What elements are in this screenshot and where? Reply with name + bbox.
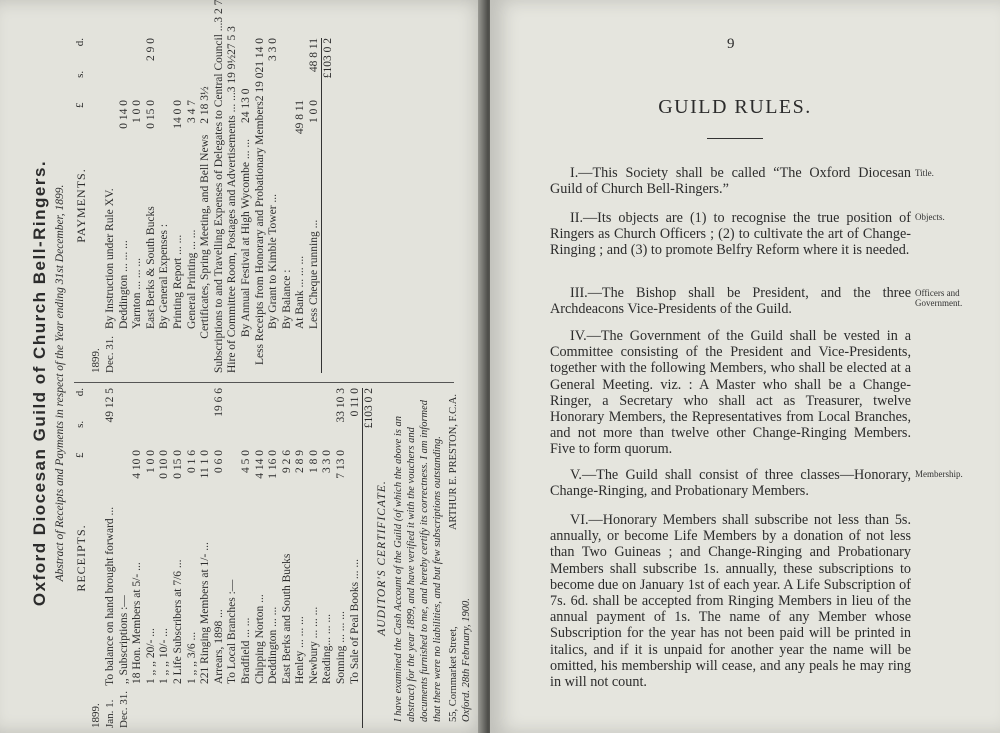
row-subtotal: 1 0 0 bbox=[307, 100, 320, 123]
row-subtotal: 0 10 0 bbox=[158, 450, 171, 479]
row-subtotal: 11 1 0 bbox=[199, 450, 212, 479]
rule-text: I.—This Society shall be called “The Oxford Diocesan Guild of Church Bell-Ringers.” bbox=[550, 165, 911, 198]
payments-amount-heading bbox=[74, 38, 87, 108]
ledger-row bbox=[199, 388, 213, 728]
ledger-row bbox=[158, 38, 172, 373]
row-date: 1899. bbox=[90, 348, 103, 373]
page-number: 9 bbox=[727, 36, 735, 52]
payments-column bbox=[74, 0, 336, 373]
rule-6 bbox=[550, 512, 911, 690]
ledger-row bbox=[90, 38, 104, 373]
row-item: Subscriptions to and Travelling Expenses of Delegates to Central Council ... bbox=[212, 22, 225, 373]
pence-label: d. bbox=[74, 38, 86, 47]
auditor-signature: ARTHUR E. PRESTON, F.C.A. bbox=[448, 394, 460, 531]
margin-note-objects: Objects. bbox=[915, 212, 945, 222]
row-item: Yarnton ... ... ... bbox=[131, 257, 144, 329]
row-item: East Berks & South Bucks bbox=[144, 206, 157, 329]
ledger-row bbox=[226, 388, 240, 728]
row-subtotal: 2 18 3½ bbox=[199, 86, 212, 124]
row-amount: 49 12 5 bbox=[103, 387, 116, 423]
rule-text: VI.—Honorary Members shall subscribe not less than 5s. annually, or become Life Members by a donation of not less than Two Guineas ; and Change-Ringing and Probationary Members shall subscribe 1s. annually, these subscriptions to become due on January 1st of each year. A Life Subscription of 7s. 6d. shall be accepted from Ringing Members in lieu of the annual payment of 1s. The name of any Member whose Subscription for the year has not been paid will be printed in italics, and if it is unpaid for another year the name will be omitted, his membership will cease, and any peals he may ring in will not count. bbox=[550, 512, 911, 691]
row-item: 1 ,, ,, 20/- ... bbox=[144, 628, 157, 684]
ledger-row bbox=[281, 38, 295, 373]
ledger-row bbox=[145, 38, 159, 373]
pounds-label: £ bbox=[74, 452, 86, 458]
payments-heading: PAYMENTS. bbox=[74, 168, 88, 243]
row-amount: 0 11 0 bbox=[348, 388, 361, 417]
certificate-text: I have examined the Cash Account of the Guild (of which the above is an abstract) for the year 1899, and have verified it with the vouchers and documents furnished to me, and hereby certify its correctness. I am informed that there were no liabilities, and but few subscriptions outstanding. bbox=[392, 399, 444, 722]
row-item: ,, Subscriptions :— bbox=[117, 595, 130, 684]
row-item: Bradfield ... ... bbox=[239, 617, 252, 684]
ledger-row bbox=[172, 38, 186, 373]
shillings-label: s. bbox=[74, 420, 86, 428]
row-item: Hire of Committee Room, Postages and Advertisements ... ... bbox=[226, 92, 239, 373]
row-subtotal: 4 5 0 bbox=[239, 450, 252, 473]
ledger-row bbox=[267, 38, 281, 373]
row-date: Jan. 1. bbox=[103, 699, 116, 728]
rule-2 bbox=[550, 210, 911, 259]
accounts-ledger bbox=[30, 0, 472, 728]
row-amount: 33 10 3 bbox=[335, 388, 348, 423]
row-subtotal: 0 15 0 bbox=[171, 450, 184, 479]
row-amount: 3 3 0 bbox=[267, 38, 280, 61]
certificate-heading: AUDITOR'S CERTIFICATE. bbox=[376, 480, 388, 636]
row-item: Sonning ... ... ... bbox=[335, 611, 348, 684]
certificate-date: Oxford. 28th February, 1900. bbox=[460, 598, 472, 722]
payments-rows bbox=[90, 0, 336, 373]
row-item: Printing Report ... ... bbox=[171, 234, 184, 329]
ledger-row bbox=[212, 0, 227, 373]
receipts-heading: RECEIPTS. bbox=[74, 524, 88, 592]
row-amount: 21 14 0 bbox=[253, 38, 266, 73]
ledger-row bbox=[308, 38, 322, 373]
row-subtotal: 1 8 0 bbox=[307, 450, 320, 473]
row-item: Deddington ... ... bbox=[267, 606, 280, 684]
pence-label: d. bbox=[74, 388, 86, 397]
title-divider bbox=[707, 138, 763, 139]
rule-text: IV.—The Government of the Guild shall be vested in a Committee consisting of the President and Vice-Presidents, together with the following Members, who shall be elected at a General Meeting. viz. : A Master who shall be a Change-Ringer, a Secretary who shall act as Treasurer, twelve Honorary Members, the Representatives from Local Branches, and not more than twelve other Change-Ringing Members. Five to form quorum. bbox=[550, 328, 911, 458]
margin-note-membership: Membership. bbox=[915, 469, 963, 479]
auditor-certificate bbox=[370, 388, 473, 728]
row-amount: 27 5 3 bbox=[226, 26, 239, 55]
receipts-column bbox=[74, 388, 377, 728]
ledger-row bbox=[267, 388, 281, 728]
ledger-row bbox=[104, 388, 118, 728]
ledger-row bbox=[240, 38, 254, 373]
row-subtotal: 3 19 9½ bbox=[226, 54, 239, 93]
row-item: By General Expenses : bbox=[158, 223, 171, 329]
shillings-label: s. bbox=[74, 70, 86, 78]
row-item: East Berks and South Bucks bbox=[280, 553, 293, 684]
row-item: Less Receipts from Honorary and Probationary Members bbox=[253, 101, 266, 366]
row-subtotal: 14 0 0 bbox=[171, 100, 184, 129]
row-item: Less Cheque running ... bbox=[307, 219, 320, 329]
rule-1 bbox=[550, 165, 911, 197]
ledger-row bbox=[199, 38, 213, 373]
ledger-row bbox=[321, 38, 336, 373]
row-item: 1 ,, ,, 3/6 ... bbox=[185, 631, 198, 684]
ledger-row bbox=[131, 38, 145, 373]
row-item: General Printing ... ... bbox=[185, 229, 198, 329]
ledger-row bbox=[186, 388, 200, 728]
row-item: Deddington ... ... ... bbox=[117, 240, 130, 329]
rule-5 bbox=[550, 467, 911, 499]
page-title: GUILD RULES. bbox=[658, 96, 812, 118]
row-subtotal: 3 4 7 bbox=[185, 100, 198, 123]
row-item: To Sale of Peal Books ... ... bbox=[348, 558, 361, 684]
receipts-rows bbox=[90, 388, 376, 728]
ledger-row bbox=[281, 388, 295, 728]
ledger-row bbox=[335, 388, 349, 728]
row-subtotal: 4 14 0 bbox=[253, 450, 266, 479]
row-item: Reading... ... ... bbox=[321, 614, 334, 684]
row-item: Certificates, Spring Meeting, and Bell News bbox=[199, 134, 212, 339]
row-subtotal: 0 6 0 bbox=[212, 450, 225, 473]
ledger-row bbox=[158, 388, 172, 728]
ledger-row bbox=[254, 388, 268, 728]
row-subtotal: 7 13 0 bbox=[335, 450, 348, 479]
rule-text: III.—The Bishop shall be President, and the three Archdeacons Vice-Presidents of the Guild. bbox=[550, 285, 911, 318]
row-subtotal: 9 2 6 bbox=[280, 450, 293, 473]
row-subtotal: 0 15 0 bbox=[144, 100, 157, 129]
ledger-row bbox=[294, 38, 308, 373]
row-item: 221 Ringing Members at 1/- ... bbox=[199, 542, 212, 684]
row-subtotal: 2 19 0 bbox=[253, 72, 266, 102]
certificate-signature-line bbox=[448, 394, 461, 722]
ledger-row bbox=[321, 388, 335, 728]
ledger-row bbox=[118, 38, 132, 373]
pounds-label: £ bbox=[74, 102, 86, 108]
row-date: Dec. 31. bbox=[103, 336, 116, 373]
row-subtotal: 1 16 0 bbox=[267, 450, 280, 479]
row-amount: 48 8 11 bbox=[307, 38, 320, 73]
auditor-address: 55, Cornmarket Street, bbox=[448, 626, 460, 722]
ledger-title: Oxford Diocesan Guild of Church Bell-Ringers. bbox=[30, 159, 49, 607]
row-subtotal: 49 8 11 bbox=[294, 100, 307, 135]
receipts-amount-heading bbox=[74, 388, 87, 458]
ledger-row bbox=[172, 388, 186, 728]
ledger-row bbox=[240, 388, 254, 728]
row-item: Henley ... ... ... bbox=[294, 616, 307, 684]
row-item: To balance on hand brought forward ... bbox=[103, 506, 116, 686]
row-date: Dec. 31. bbox=[117, 691, 130, 728]
rule-text: V.—The Guild shall consist of three classes—Honorary, Change-Ringing, and Probationary Members. bbox=[550, 467, 911, 500]
row-amount: 19 6 6 bbox=[212, 388, 225, 417]
row-item: By Instruction under Rule XV. bbox=[103, 188, 116, 329]
row-subtotal: 1 0 0 bbox=[131, 100, 144, 123]
ledger-row bbox=[308, 388, 322, 728]
row-subtotal: 0 14 0 bbox=[117, 100, 130, 129]
row-item: At Bank ... ... ... bbox=[294, 255, 307, 329]
left-page bbox=[0, 0, 487, 733]
margin-note-title: Title. bbox=[915, 168, 934, 178]
row-subtotal: 2 8 9 bbox=[294, 450, 307, 473]
ledger-row bbox=[104, 38, 118, 373]
row-item: 18 Hon. Members at 5/- ... bbox=[131, 562, 144, 684]
rule-text: II.—Its objects are (1) to recognise the true position of Ringers as Church Officers ; (2) to cultivate the art of Change-Ringing ; and (3) to promote Belfry Reform where it is needed. bbox=[550, 210, 911, 259]
ledger-row bbox=[213, 388, 227, 728]
row-item: To Local Branches :— bbox=[226, 579, 239, 684]
row-amount: 2 9 0 bbox=[144, 38, 157, 61]
ledger-row bbox=[226, 26, 240, 373]
rule-3 bbox=[550, 285, 911, 317]
row-item: 1 ,, ,, 10/- ... bbox=[158, 628, 171, 684]
row-amount: £103 0 2 bbox=[363, 388, 376, 429]
ledger-subtitle: Abstract of Receipts and Payments in respect of the Year ending 31st December, 1899. bbox=[54, 184, 66, 582]
row-item: By Balance : bbox=[280, 269, 293, 329]
row-date: 1899. bbox=[90, 703, 103, 728]
rule-4 bbox=[550, 328, 911, 458]
row-subtotal: 0 1 6 bbox=[185, 450, 198, 473]
row-amount: £103 0 2 bbox=[322, 38, 335, 79]
ledger-row bbox=[90, 388, 104, 728]
row-subtotal: 3 3 0 bbox=[321, 450, 334, 473]
row-item: Arrears, 1898 ... bbox=[212, 609, 225, 684]
ledger-row bbox=[349, 388, 363, 728]
row-item: Chipping Norton ... bbox=[253, 594, 266, 684]
row-subtotal: 1 0 0 bbox=[144, 450, 157, 473]
row-item: 2 Life Subscribers at 7/6 ... bbox=[171, 559, 184, 684]
ledger-row bbox=[186, 38, 200, 373]
row-item: Newbury ... ... ... bbox=[307, 606, 320, 684]
ledger-row bbox=[145, 388, 159, 728]
row-subtotal: 24 13 0 bbox=[239, 88, 252, 124]
ledger-row bbox=[131, 388, 145, 728]
ledger-row bbox=[294, 388, 308, 728]
ledger-row bbox=[118, 388, 132, 728]
row-subtotal: 3 2 7 bbox=[212, 0, 225, 23]
row-item: By Annual Festival at High Wycombe ... ... bbox=[239, 139, 252, 338]
row-subtotal: 4 10 0 bbox=[131, 450, 144, 479]
margin-note-officers: Officers and Government. bbox=[915, 288, 963, 308]
ledger-row bbox=[254, 38, 268, 373]
ledger-divider bbox=[74, 382, 454, 383]
row-item: By Grant to Kimble Tower ... bbox=[267, 193, 280, 329]
right-page bbox=[490, 0, 1000, 733]
